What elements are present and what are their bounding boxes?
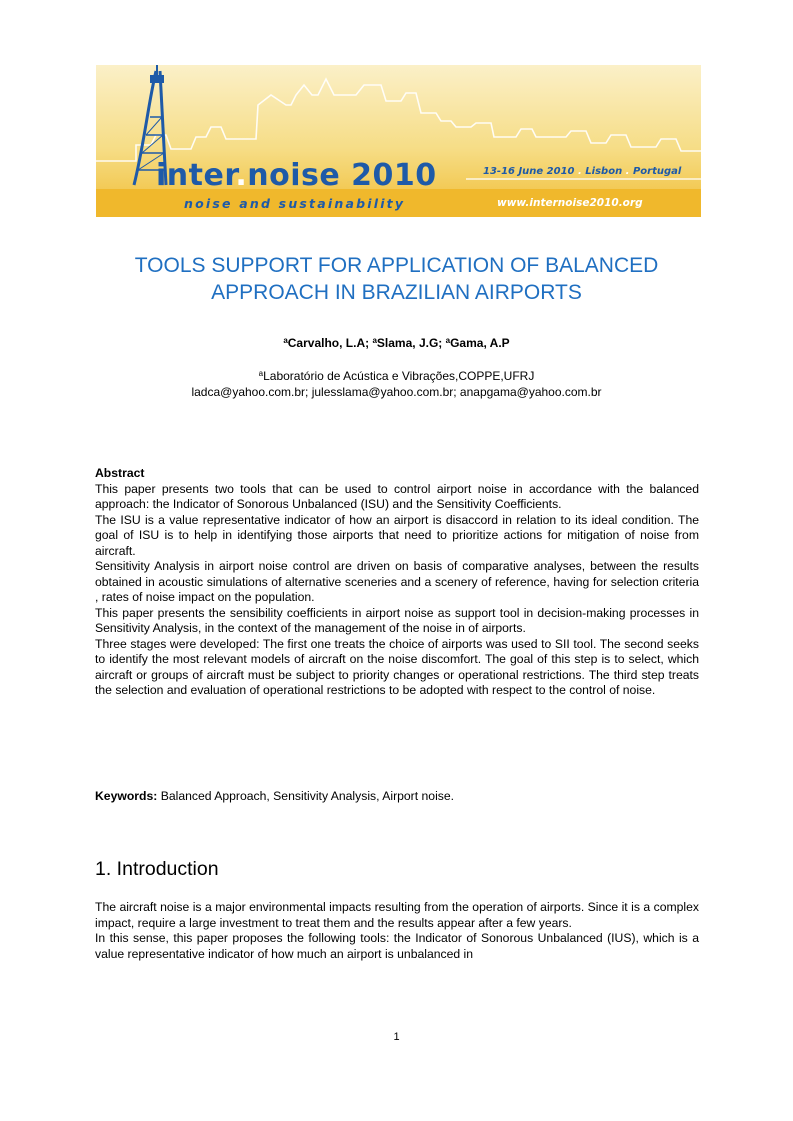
author-list: [80, 336, 713, 350]
paper-title-line1: TOOLS SUPPORT FOR APPLICATION OF BALANCED: [134, 254, 659, 277]
introduction-heading: 1. Introduction: [95, 858, 219, 880]
conference-country: Portugal: [632, 166, 682, 177]
author-sup: a: [283, 336, 288, 345]
abstract-paragraph: Three stages were developed: The first one treats the choice of airports was used to SII tool. The second seeks to identify the most relevant models of aircraft on the noise discomfort. The goal of this step is to select, which aircraft or groups of aircraft must be subject to priority changes or operational restrictions. The third step treats the selection and evaluation of operational restrictions to be adopted with respect to the control of noise.: [95, 636, 699, 697]
affiliation: [80, 368, 713, 384]
introduction-section: [95, 900, 699, 962]
affiliation-block: [80, 368, 713, 400]
keywords-text: Balanced Approach, Sensitivity Analysis, Airport noise.: [157, 789, 455, 803]
conference-dates: [483, 166, 681, 177]
abstract-paragraph: The ISU is a value representative indicator of how an airport is disaccord in relation to its ideal condition. The goal of ISU is to help in identifying those airports that need to prioritize actions for mitigation of noise from aircraft.: [95, 512, 699, 558]
conference-date-range: 13-16 June 2010: [483, 166, 575, 177]
conference-url: www.internoise2010.org: [497, 197, 643, 209]
author-emails: ladca@yahoo.com.br; julesslama@yahoo.com.br; anapgama@yahoo.com.br: [191, 385, 602, 399]
affiliation-sup: a: [258, 369, 264, 378]
paper-title-line2: APPROACH IN BRAZILIAN AIRPORTS: [211, 281, 582, 304]
abstract-paragraph: This paper presents two tools that can be used to control airport noise in accordance with the balanced approach: the Indicator of Sonorous Unbalanced (ISU) and the Sensitivity Coefficients.: [95, 481, 699, 511]
author-sup: a: [372, 336, 377, 345]
banner-artwork: [96, 65, 701, 217]
affiliation-text: Laboratório de Acústica e Vibrações,COPPE,UFRJ: [263, 369, 535, 383]
conference-name-part2: noise 2010: [247, 158, 437, 193]
introduction-paragraph: In this sense, this paper proposes the following tools: the Indicator of Sonorous Unbalanced (IUS), which is a value representative indicator of how much an airport is unbalanced in: [95, 931, 699, 961]
conference-name: [156, 158, 437, 193]
abstract-paragraph: This paper presents the sensibility coefficients in airport noise as support tool in decision-making processes in Sensitivity Analysis, in the context of the management of the noise in of airports.: [95, 605, 699, 635]
conference-city: Lisbon: [585, 166, 623, 177]
keywords: [95, 789, 699, 805]
author-name: Gama, A.P: [450, 336, 510, 350]
abstract-paragraph: Sensitivity Analysis in airport noise control are driven on basis of comparative analyses, between the results obtained in acoustic simulations of alternative sceneries and a scenery of reference, having for selection criteria , rates of noise impact on the population.: [95, 559, 699, 604]
dates-separator: .: [574, 166, 586, 177]
conference-tagline: noise and sustainability: [184, 196, 406, 211]
keywords-label: Keywords:: [95, 789, 158, 803]
conference-banner: [96, 65, 701, 217]
author-sup: a: [445, 336, 451, 345]
paper-title: [80, 252, 713, 306]
author-name: Slama, J.G;: [376, 336, 443, 350]
introduction-paragraph: The aircraft noise is a major environmental impacts resulting from the operation of airports. Since it is a complex impact, require a large investment to treat them and the results appear after a few years.: [95, 900, 699, 930]
abstract-section: [95, 466, 699, 699]
city-separator: .: [622, 166, 633, 177]
author-name: Carvalho, L.A;: [287, 336, 370, 350]
conference-name-dot: .: [235, 158, 248, 193]
conference-name-part1: inter: [156, 158, 236, 193]
keywords-line: [95, 789, 699, 805]
page-number: 1: [393, 1031, 400, 1043]
abstract-heading: Abstract: [95, 466, 145, 480]
